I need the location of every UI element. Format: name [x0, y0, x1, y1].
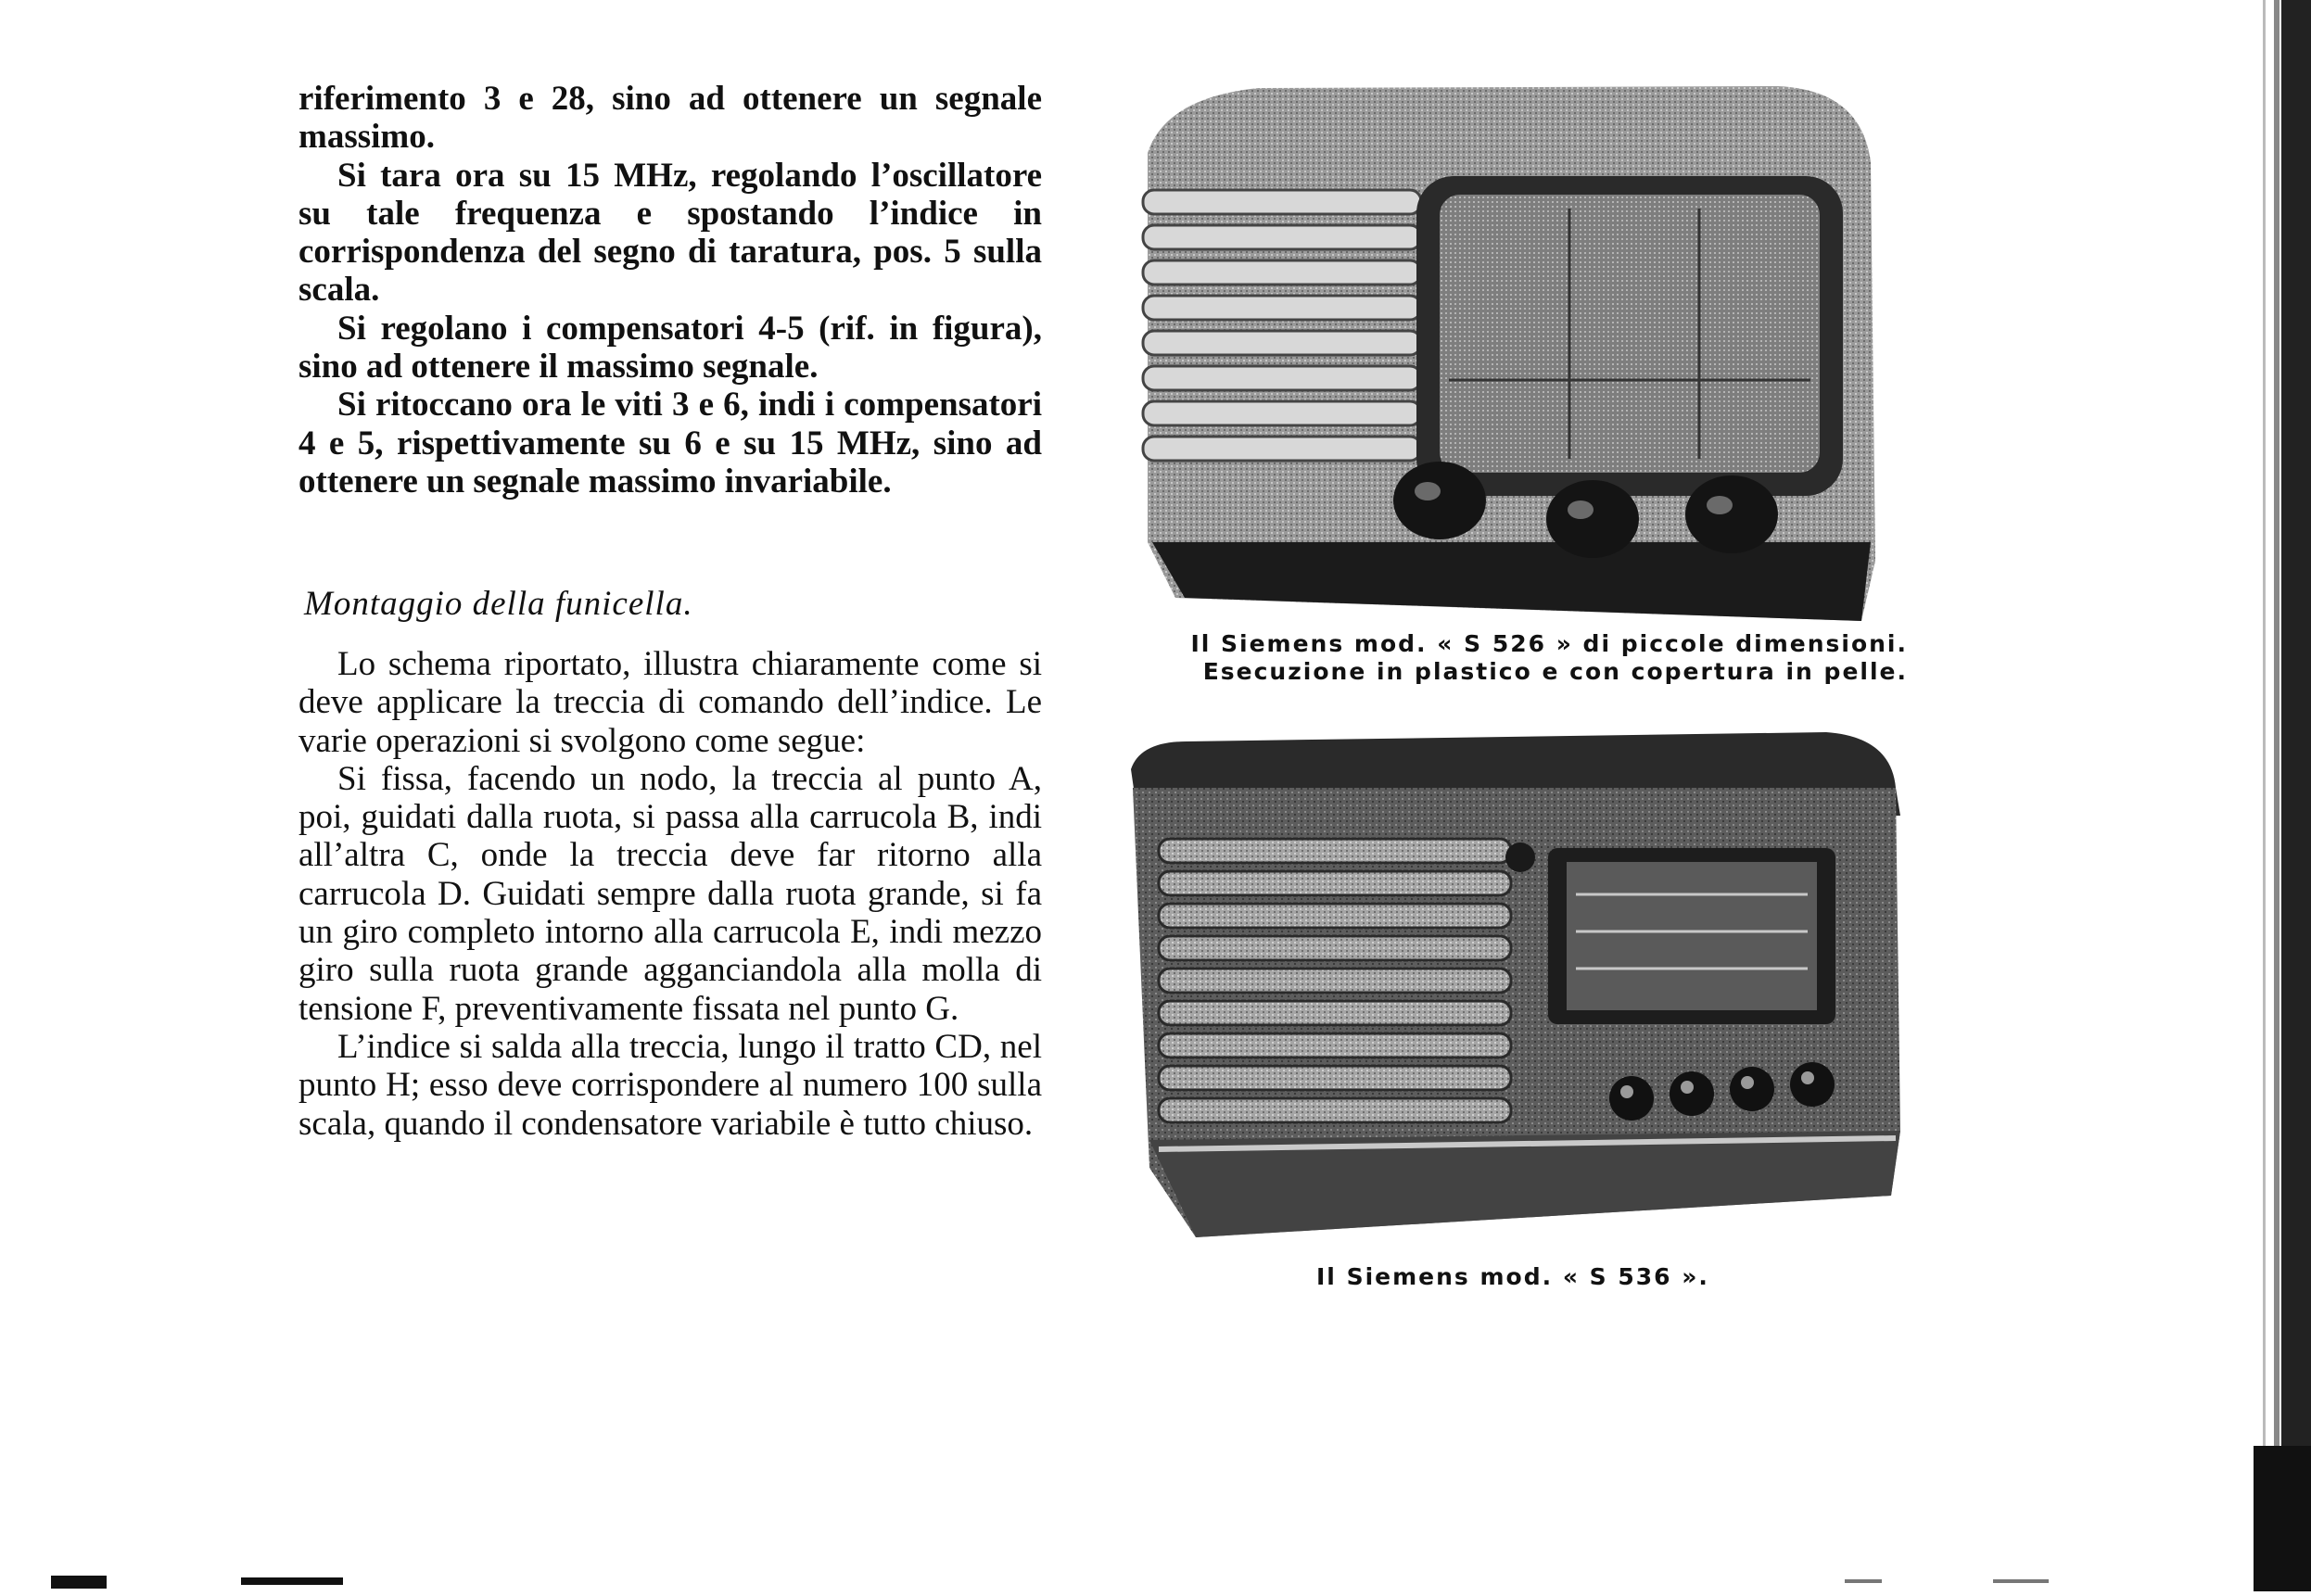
radio-photo-s526: [1129, 79, 1889, 626]
paragraph: Si tara ora su 15 MHz, regolando l’oscillatore su tale frequenza e spostando l’indice in corrispondenza del segno di taratura, pos. 5 sulla scala.: [298, 156, 1042, 310]
text-column-bottom: [298, 645, 1042, 1143]
caption-line: Il Siemens mod. « S 526 » di piccole dimensioni.: [1190, 630, 1908, 657]
text-column-top: [298, 80, 1042, 500]
page-edge-shadow: [2246, 0, 2311, 1591]
paragraph: L’indice si salda alla treccia, lungo il tratto CD, nel punto H; esso deve corrispondere al numero 100 sulla scala, quando il condensatore variabile è tutto chiuso.: [298, 1027, 1042, 1143]
paragraph: riferimento 3 e 28, sino ad ottenere un segnale massimo.: [298, 80, 1042, 157]
paragraph: Si ritoccano ora le viti 3 e 6, indi i compensatori 4 e 5, rispettivamente su 6 e su 15 MHz, sino ad ottenere un segnale massimo invariabile.: [298, 386, 1042, 500]
scan-edge-marks: [0, 1566, 2311, 1591]
paragraph: Si regolano i compensatori 4-5 (rif. in figura), sino ad ottenere il massimo segnale.: [298, 309, 1042, 386]
paragraph: Si fissa, facendo un nodo, la treccia al punto A, poi, guidati dalla ruota, si passa alla carrucola B, indi all’altra C, onde la treccia deve far ritorno alla carrucola D. Guidati sempre dalla ruota grande, si fa un giro completo intorno alla carrucola E, indi mezzo giro sulla ruota grande agganciandola alla molla di tensione F, preventivamente fissata nel punto G.: [298, 759, 1042, 1028]
radio-photo-s536: [1122, 732, 1905, 1247]
section-heading: Montaggio della funicella.: [304, 585, 693, 623]
paragraph: Lo schema riportato, illustra chiaramente come si deve applicare la treccia di comando dell’indice. Le varie operazioni si svolgono come segue:: [298, 645, 1042, 760]
caption-line: Esecuzione in plastico e con copertura in pelle.: [1202, 658, 1908, 685]
figure-caption-s526: [1094, 630, 1908, 686]
figure-caption-s536: Il Siemens mod. « S 536 ».: [1316, 1263, 1709, 1290]
